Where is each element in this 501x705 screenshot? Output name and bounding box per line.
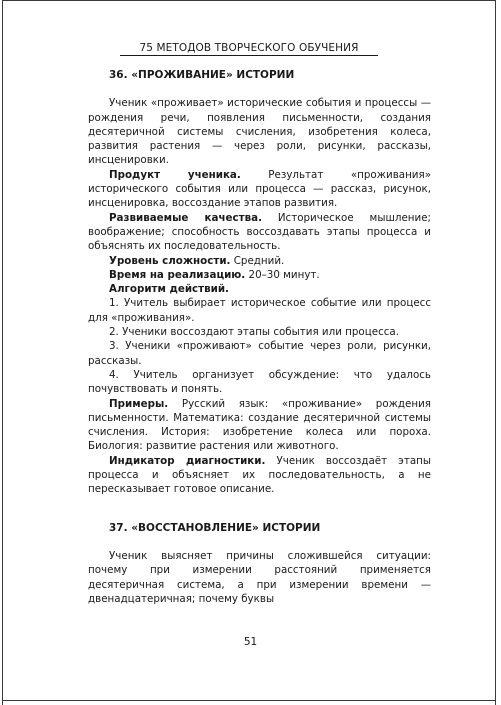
algorithm-label: Алгоритм действий. xyxy=(109,283,229,296)
time-text: 20–30 минут. xyxy=(248,268,320,281)
step-3: 3. Ученики «проживают» событие через роли, рисунки, рассказы. xyxy=(88,340,431,367)
examples-paragraph xyxy=(88,397,431,454)
level-text: Средний. xyxy=(233,254,285,267)
time-paragraph xyxy=(88,268,431,282)
section-36-intro: Ученик «проживает» исторические события и процессы — рождения речи, появления письменности, создания десятеричной системы счисления, изобретения колеса, развития растения — через роли, рисунки, рассказы, инсценировки. xyxy=(88,97,431,167)
qualities-paragraph xyxy=(88,211,431,254)
step-1: 1. Учитель выбирает историческое событие или процесс для «проживания». xyxy=(88,297,431,324)
level-label: Уровень сложности. xyxy=(109,254,231,267)
top-rule xyxy=(2,0,496,1)
indicator-paragraph xyxy=(88,454,431,497)
bottom-rule xyxy=(2,700,496,701)
examples-label: Примеры. xyxy=(109,397,169,410)
qualities-label: Развиваемые качества. xyxy=(109,211,262,224)
page-content xyxy=(88,68,431,606)
section-36-title: 36. «ПРОЖИВАНИЕ» ИСТОРИИ xyxy=(109,69,295,81)
level-paragraph xyxy=(88,254,431,268)
section-37-title: 37. «ВОССТАНОВЛЕНИЕ» ИСТОРИИ xyxy=(109,521,321,534)
section-37-intro: Ученик выясняет причины сложившейся ситуации: почему при измерении расстояний применяется десятеричная система, а при измерении времени — двенадцатеричная; почему буквы xyxy=(88,549,431,605)
indicator-label: Индикатор диагностики. xyxy=(109,454,266,467)
product-paragraph xyxy=(88,168,431,211)
page-number: 51 xyxy=(243,636,258,648)
product-text: Результат «проживания» исторического события или процесса — рассказ, рисунок, инсценировка, воссоздание этапов развития. xyxy=(88,168,431,210)
running-head: 75 МЕТОДОВ ТВОРЧЕСКОГО ОБУЧЕНИЯ xyxy=(120,42,378,56)
step-4: 4. Учитель организует обсуждение: что удалось почувствовать и понять. xyxy=(88,368,431,396)
indicator-text: Ученик воссоздаёт этапы процесса и объясняет их последовательность, а не пересказывает готовое описание. xyxy=(88,454,431,496)
step-2: 2. Ученики воссоздают этапы события или процесса. xyxy=(109,326,399,339)
algorithm-paragraph xyxy=(88,282,431,296)
qualities-text: Историческое мышление; воображение; способность воссоздавать этапы процесса и объяснять их последовательность. xyxy=(88,211,432,253)
time-label: Время на реализацию. xyxy=(109,268,246,281)
examples-text: Русский язык: «проживание» рождения письменности. Математика: создание десятеричной системы счисления. История: изобретение колеса или пороха. Биология: развитие растения или животного. xyxy=(88,397,431,453)
product-label: Продукт ученика. xyxy=(109,168,241,181)
